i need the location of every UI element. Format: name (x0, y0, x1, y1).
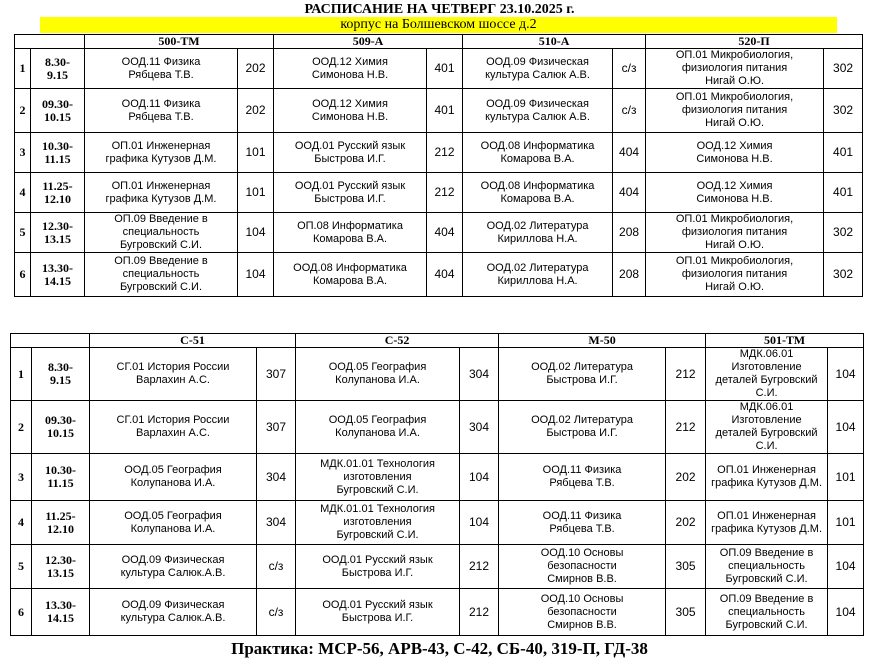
room-cell: 302 (824, 213, 863, 253)
subject-cell: МДК.01.01 Технология изготовления Бугровский С.И. (296, 454, 460, 501)
subject-cell: ОП.09 Введение в специальность Бугровский С.И. (706, 545, 828, 589)
subject-cell: ООД.01 Русский язык Быстрова И.Г. (274, 133, 427, 173)
practice-note: Практика: МСР-56, АРВ-43, С-42, СБ-40, 319-П, ГД-38 (231, 639, 648, 658)
room-cell: 404 (427, 213, 463, 253)
subject-cell: ОП.01 Микробиология, физиология питания Нигай О.Ю. (646, 49, 824, 89)
subject-cell: ООД.01 Русский язык Быстрова И.Г. (274, 173, 427, 213)
lesson-number: 2 (11, 401, 32, 454)
lesson-number: 5 (11, 545, 32, 589)
room-cell: 101 (828, 501, 864, 545)
room-cell: 304 (460, 348, 499, 401)
subject-cell: ООД.11 Физика Рябцева Т.В. (85, 49, 238, 89)
lesson-number: 4 (15, 173, 31, 213)
subject-cell: ООД.10 Основы безопасности Смирнов В.В. (499, 589, 666, 636)
room-cell: 212 (427, 133, 463, 173)
room-cell: 404 (613, 173, 646, 213)
subject-cell: ОП.09 Введение в специальность Бугровский С.И. (85, 213, 238, 253)
subject-cell: ОП.09 Введение в специальность Бугровский С.И. (85, 253, 238, 297)
subject-cell: ООД.05 География Колупанова И.А. (90, 501, 257, 545)
subject-cell: ООД.08 Информатика Комарова В.А. (463, 133, 613, 173)
lesson-number: 3 (15, 133, 31, 173)
subject-cell: ООД.02 Литература Кириллова Н.А. (463, 253, 613, 297)
page-title: РАСПИСАНИЕ НА ЧЕТВЕРГ 23.10.2025 г. (304, 2, 575, 17)
subject-cell: ООД.11 Физика Рябцева Т.В. (499, 454, 666, 501)
subject-cell: ООД.12 Химия Симонова Н.В. (646, 173, 824, 213)
group-header: 520-П (646, 35, 863, 49)
subject-cell: ООД.05 География Колупанова И.А. (296, 401, 460, 454)
room-cell: 101 (238, 173, 274, 213)
lesson-number: 4 (11, 501, 32, 545)
subject-cell: ОП.01 Инженерная графика Кутузов Д.М. (85, 133, 238, 173)
building-subtitle: корпус на Болшевском шоссе д.2 (40, 17, 837, 33)
lesson-time: 13.30- 14.15 (32, 589, 90, 636)
lesson-time: 8.30- 9.15 (32, 348, 90, 401)
subject-cell: СГ.01 История России Варлахин А.С. (90, 401, 257, 454)
group-header: 510-А (463, 35, 646, 49)
lesson-time: 8.30- 9.15 (31, 49, 85, 89)
lesson-time: 12.30- 13.15 (32, 545, 90, 589)
room-cell: с/з (613, 49, 646, 89)
room-cell: 104 (238, 213, 274, 253)
room-cell: 208 (613, 253, 646, 297)
lesson-time: 12.30- 13.15 (31, 213, 85, 253)
subject-cell: ООД.08 Информатика Комарова В.А. (463, 173, 613, 213)
subject-cell: ООД.11 Физика Рябцева Т.В. (85, 89, 238, 133)
lesson-row (15, 89, 863, 133)
room-cell: с/з (257, 589, 296, 636)
lesson-row (11, 545, 864, 589)
lesson-time: 11.25- 12.10 (31, 173, 85, 213)
lesson-time: 10.30- 11.15 (31, 133, 85, 173)
lesson-number: 3 (11, 454, 32, 501)
group-header: 500-ТМ (85, 35, 274, 49)
subject-cell: ООД.01 Русский язык Быстрова И.Г. (296, 589, 460, 636)
subject-cell: ООД.05 География Колупанова И.А. (90, 454, 257, 501)
room-cell: 305 (666, 589, 706, 636)
lesson-row (15, 133, 863, 173)
lesson-number: 5 (15, 213, 31, 253)
lesson-row (11, 589, 864, 636)
room-cell: 401 (824, 173, 863, 213)
subject-cell: МДК.06.01 Изготовление деталей Бугровский С.И. (706, 348, 828, 401)
room-cell: 104 (828, 348, 864, 401)
room-cell: 212 (427, 173, 463, 213)
room-cell: 307 (257, 401, 296, 454)
room-cell: 202 (238, 49, 274, 89)
subject-cell: ООД.02 Литература Быстрова И.Г. (499, 348, 666, 401)
room-cell: 305 (666, 545, 706, 589)
schedule-table-1 (14, 34, 863, 297)
subject-cell: МДК.01.01 Технология изготовления Бугровский С.И. (296, 501, 460, 545)
lesson-number: 6 (15, 253, 31, 297)
schedule-table-2 (10, 333, 864, 636)
subject-cell: ООД.02 Литература Быстрова И.Г. (499, 401, 666, 454)
header-spacer (11, 334, 90, 348)
subject-cell: СГ.01 История России Варлахин А.С. (90, 348, 257, 401)
room-cell: 104 (460, 454, 499, 501)
subject-cell: ОП.01 Микробиология, физиология питания Нигай О.Ю. (646, 213, 824, 253)
room-cell: 404 (613, 133, 646, 173)
lesson-row (11, 348, 864, 401)
room-cell: 101 (828, 454, 864, 501)
subject-cell: ООД.12 Химия Симонова Н.В. (646, 133, 824, 173)
room-cell: 401 (824, 133, 863, 173)
lesson-row (15, 213, 863, 253)
subject-cell: МДК.06.01 Изготовление деталей Бугровский С.И. (706, 401, 828, 454)
room-cell: 302 (824, 49, 863, 89)
room-cell: с/з (613, 89, 646, 133)
room-cell: 104 (828, 401, 864, 454)
room-cell: 202 (666, 501, 706, 545)
group-header-row (11, 334, 864, 348)
room-cell: 212 (460, 545, 499, 589)
room-cell: 304 (257, 501, 296, 545)
room-cell: 202 (666, 454, 706, 501)
subject-cell: ОП.09 Введение в специальность Бугровский С.И. (706, 589, 828, 636)
lesson-time: 09.30- 10.15 (32, 401, 90, 454)
subject-cell: ОП.01 Микробиология, физиология питания Нигай О.Ю. (646, 253, 824, 297)
room-cell: 101 (238, 133, 274, 173)
lesson-time: 10.30- 11.15 (32, 454, 90, 501)
lesson-time: 13.30- 14.15 (31, 253, 85, 297)
subject-cell: ООД.01 Русский язык Быстрова И.Г. (296, 545, 460, 589)
room-cell: 302 (824, 89, 863, 133)
subject-cell: ООД.05 География Колупанова И.А. (296, 348, 460, 401)
subject-cell: ОП.08 Информатика Комарова В.А. (274, 213, 427, 253)
header-spacer (15, 35, 85, 49)
room-cell: с/з (257, 545, 296, 589)
group-header: 509-А (274, 35, 463, 49)
room-cell: 212 (666, 348, 706, 401)
group-header: 501-ТМ (706, 334, 864, 348)
subject-cell: ООД.09 Физическая культура Салюк.А.В. (90, 589, 257, 636)
room-cell: 401 (427, 49, 463, 89)
lesson-row (11, 454, 864, 501)
subject-cell: ОП.01 Микробиология, физиология питания Нигай О.Ю. (646, 89, 824, 133)
lesson-number: 6 (11, 589, 32, 636)
subject-cell: ООД.02 Литература Кириллова Н.А. (463, 213, 613, 253)
lesson-number: 2 (15, 89, 31, 133)
subject-cell: ООД.10 Основы безопасности Смирнов В.В. (499, 545, 666, 589)
lesson-row (15, 253, 863, 297)
lesson-row (11, 401, 864, 454)
subject-cell: ООД.11 Физика Рябцева Т.В. (499, 501, 666, 545)
subject-cell: ОП.01 Инженерная графика Кутузов Д.М. (706, 501, 828, 545)
room-cell: 304 (460, 401, 499, 454)
subject-cell: ООД.09 Физическая культура Салюк А.В. (463, 89, 613, 133)
lesson-row (15, 173, 863, 213)
room-cell: 302 (824, 253, 863, 297)
group-header: С-51 (90, 334, 296, 348)
room-cell: 212 (460, 589, 499, 636)
room-cell: 104 (460, 501, 499, 545)
subject-cell: ООД.09 Физическая культура Салюк А.В. (463, 49, 613, 89)
group-header: М-50 (499, 334, 706, 348)
subject-cell: ООД.12 Химия Симонова Н.В. (274, 89, 427, 133)
subject-cell: ООД.09 Физическая культура Салюк.А.В. (90, 545, 257, 589)
room-cell: 208 (613, 213, 646, 253)
group-header: С-52 (296, 334, 499, 348)
lesson-time: 11.25- 12.10 (32, 501, 90, 545)
subject-cell: ООД.08 Информатика Комарова В.А. (274, 253, 427, 297)
subject-cell: ООД.12 Химия Симонова Н.В. (274, 49, 427, 89)
lesson-time: 09.30- 10.15 (31, 89, 85, 133)
subject-cell: ОП.01 Инженерная графика Кутузов Д.М. (85, 173, 238, 213)
room-cell: 404 (427, 253, 463, 297)
room-cell: 104 (828, 589, 864, 636)
room-cell: 401 (427, 89, 463, 133)
room-cell: 307 (257, 348, 296, 401)
lesson-row (11, 501, 864, 545)
lesson-row (15, 49, 863, 89)
room-cell: 202 (238, 89, 274, 133)
room-cell: 212 (666, 401, 706, 454)
room-cell: 304 (257, 454, 296, 501)
room-cell: 104 (238, 253, 274, 297)
subject-cell: ОП.01 Инженерная графика Кутузов Д.М. (706, 454, 828, 501)
lesson-number: 1 (15, 49, 31, 89)
group-header-row (15, 35, 863, 49)
lesson-number: 1 (11, 348, 32, 401)
room-cell: 104 (828, 545, 864, 589)
